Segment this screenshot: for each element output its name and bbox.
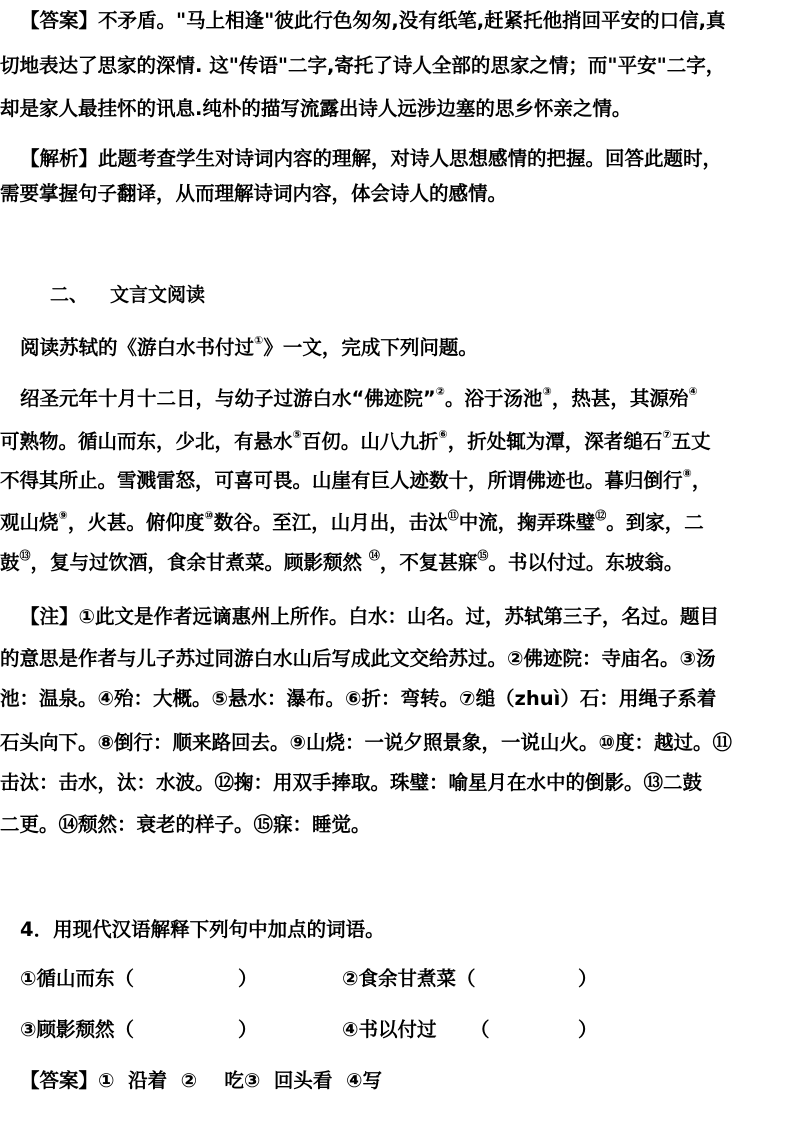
- question-4-item-4-close: ）: [578, 1018, 598, 1041]
- passage-line-1: 绍圣元年十月十二日，与幼子过游白水“佛迹院”②。浴于汤池③，热甚，其源殆④: [20, 385, 698, 410]
- analysis-line-2: 需要掌握句子翻译，从而理解诗词内容，体会诗人的感情。: [0, 182, 508, 205]
- notes-line-1: 【注】①此文是作者远谪惠州上所作。白水：山名。过，苏轼第三子，名过。题目: [20, 605, 720, 628]
- question-4-answer: 【答案】① 沿着 ② 吃③ 回头看 ④写: [20, 1069, 383, 1092]
- question-4-item-3: ③顾影颓然（: [20, 1018, 135, 1041]
- question-4-item-3-close: ）: [238, 1018, 258, 1041]
- notes-line-2: 的意思是作者与儿子苏过同游白水山后写成此文交给苏过。②佛迹院：寺庙名。③汤: [0, 647, 716, 670]
- question-4-item-4-open: （: [470, 1018, 490, 1041]
- passage-line-3: 不得其所止。雪溅雷怒，可喜可畏。山崖有巨人迹数十，所谓佛迹也。暮归倒行⑧，: [0, 467, 712, 492]
- answer-line-2: 切地表达了思家的深情. 这"传语"二字,寄托了诗人全部的思家之情；而"平安"二字，: [0, 54, 726, 77]
- instruction-title: 《游白水书付过: [117, 336, 255, 359]
- passage-line-4: 观山烧⑨，火甚。俯仰度⑩数谷。至江，山月出，击汰⑪中流，掬弄珠璧⑫。到家，二: [0, 509, 704, 534]
- question-4-item-2-close: ）: [578, 967, 598, 990]
- passage-line-5: 鼓⑬，复与过饮酒，食余甘煮菜。顾影颓然 ⑭，不复甚寐⑮。书以付过。东坡翁。: [0, 549, 684, 574]
- passage-line-2: 可熟物。循山而东，少北，有悬水⑤百仞。山八九折⑥，折处辄为潭，深者缒石⑦五丈: [0, 428, 711, 453]
- question-4-item-2: ②食余甘煮菜（: [342, 967, 476, 990]
- instruction-text-c: 》一文，完成下列问题。: [263, 336, 478, 359]
- question-4-item-1-close: ）: [238, 967, 258, 990]
- notes-line-3: 池：温泉。④殆：大概。⑤悬水：瀑布。⑥折：弯转。⑦缒（zhuì）石：用绳子系着: [0, 687, 717, 710]
- answer-line-1: 【答案】不矛盾。"马上相逢"彼此行色匆匆,没有纸笔,赶紧托他捎回平安的口信,真: [20, 9, 726, 32]
- instruction-footnote-mark: ①: [254, 334, 264, 347]
- section-title: 文言文阅读: [110, 284, 206, 306]
- notes-line-6: 二更。⑭颓然：衰老的样子。⑮寐：睡觉。: [0, 813, 371, 836]
- answer-line-3: 却是家人最挂怀的讯息.纯朴的描写流露出诗人远涉边塞的思乡怀亲之情。: [0, 97, 632, 120]
- reading-instruction: [20, 334, 794, 359]
- notes-line-4: 石头向下。⑧倒行：顺来路回去。⑨山烧：一说夕照景象，一说山火。⑩度：越过。⑪: [0, 731, 733, 754]
- instruction-text-a: 阅读苏轼的: [20, 336, 118, 359]
- question-4-item-1: ①循山而东（: [20, 967, 135, 990]
- question-4-stem: 4．用现代汉语解释下列句中加点的词语。: [20, 918, 385, 941]
- analysis-line-1: 【解析】此题考查学生对诗词内容的理解，对诗人思想感情的把握。回答此题时，: [20, 147, 723, 170]
- section-heading: [50, 286, 794, 305]
- notes-line-5: 击汰：击水，汰：水波。⑫掬：用双手捧取。珠璧：喻星月在水中的倒影。⑬二鼓: [0, 771, 703, 794]
- question-4-item-4: ④书以付过: [342, 1018, 437, 1041]
- section-number: 二、: [50, 284, 89, 306]
